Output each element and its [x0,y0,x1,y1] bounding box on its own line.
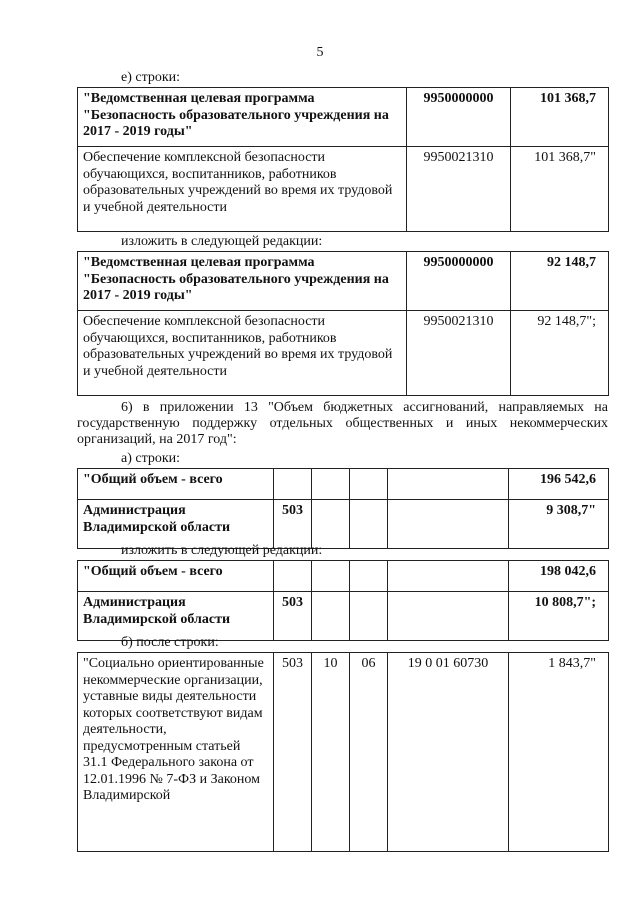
table-row [78,252,609,311]
table-row [78,561,609,592]
program-name-cell: "Ведомственная целевая программа "Безопасность образовательного учреждения на 2017 - 2019 годы" [78,88,407,147]
item-sum-cell: 101 368,7" [511,147,609,232]
empty-cell [312,469,350,500]
empty-cell [312,500,350,549]
page-number: 5 [316,45,324,60]
table-new-program [77,251,609,396]
rz-cell: 10 [312,653,350,852]
total-name-cell: "Общий объем - всего [78,469,274,500]
empty-cell [350,500,388,549]
paragraph-6: 6) в приложении 13 "Объем бюджетных ассигнований, направляемых на государственную поддержку отдельных общественных и иных некоммерческих организаций, на 2017 год": [77,400,608,447]
redaction-label: изложить в следующей редакции: [121,543,323,558]
org-name-cell: "Социально ориентированные некоммерческие организации, уставные виды деятельности которых соответствуют видам деятельности, предусмотренным статьей 31.1 Федерального закона от 12.01.1996 № 7-ФЗ и Законом Владимирской [78,653,274,852]
ved-cell: 503 [274,653,312,852]
empty-cell [312,561,350,592]
table-old-program [77,87,609,232]
empty-cell [388,469,509,500]
table-after-row [77,652,609,852]
empty-cell [312,592,350,641]
admin-name-cell: Администрация Владимирской области [78,592,274,641]
item-name-cell: Обеспечение комплексной безопасности обучающихся, воспитанников, работников образовательных учреждений во время их трудовой и учебной деятельности [78,311,407,396]
table-row [78,592,609,641]
item-code-cell: 9950021310 [407,311,511,396]
total-sum-cell: 198 042,6 [509,561,609,592]
admin-ved-cell: 503 [274,500,312,549]
table-row [78,500,609,549]
empty-cell [350,561,388,592]
empty-cell [350,592,388,641]
empty-cell [388,592,509,641]
program-sum-cell: 101 368,7 [511,88,609,147]
total-name-cell: "Общий объем - всего [78,561,274,592]
table-old-total [77,468,609,549]
total-sum-cell: 196 542,6 [509,469,609,500]
table-row [78,653,609,852]
table-row [78,88,609,147]
empty-cell [388,561,509,592]
empty-cell [274,469,312,500]
table-new-total [77,560,609,641]
section-a-label: а) строки: [121,451,181,466]
item-code-cell: 9950021310 [407,147,511,232]
empty-cell [388,500,509,549]
table-row [78,147,609,232]
section-b-label: б) после строки: [121,635,219,650]
item-sum-cell: 92 148,7"; [511,311,609,396]
program-name-cell: "Ведомственная целевая программа "Безопасность образовательного учреждения на 2017 - 2019 годы" [78,252,407,311]
table-row [78,311,609,396]
program-code-cell: 9950000000 [407,88,511,147]
empty-cell [274,561,312,592]
pr-cell: 06 [350,653,388,852]
empty-cell [350,469,388,500]
section-e-label: е) строки: [121,70,181,85]
csr-cell: 19 0 01 60730 [388,653,509,852]
admin-sum-cell: 10 808,7"; [509,592,609,641]
program-sum-cell: 92 148,7 [511,252,609,311]
table-row [78,469,609,500]
item-name-cell: Обеспечение комплексной безопасности обучающихся, воспитанников, работников образовательных учреждений во время их трудовой и учебной деятельности [78,147,407,232]
sum-cell: 1 843,7" [509,653,609,852]
program-code-cell: 9950000000 [407,252,511,311]
admin-name-cell: Администрация Владимирской области [78,500,274,549]
admin-sum-cell: 9 308,7" [509,500,609,549]
redaction-label: изложить в следующей редакции: [121,234,323,249]
admin-ved-cell: 503 [274,592,312,641]
